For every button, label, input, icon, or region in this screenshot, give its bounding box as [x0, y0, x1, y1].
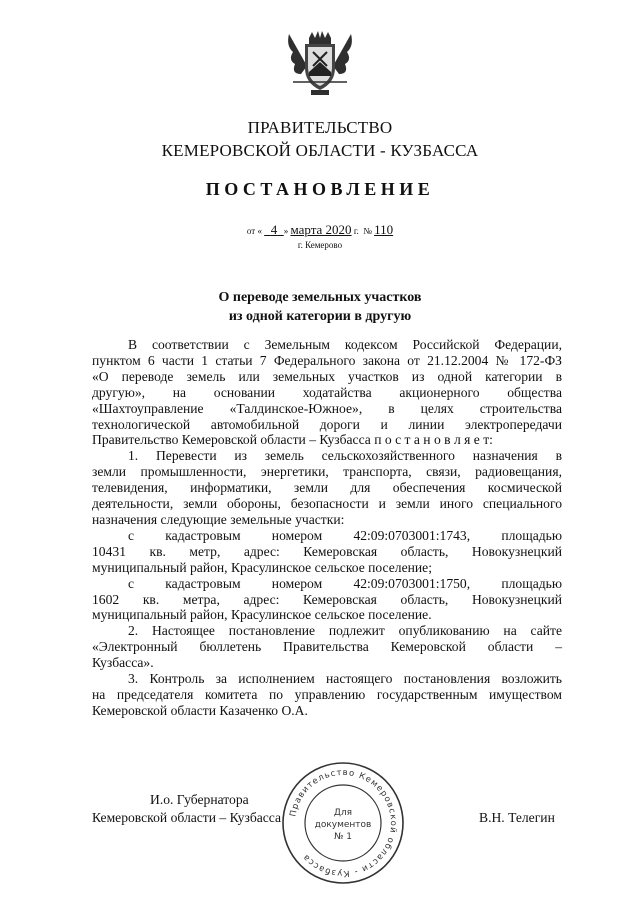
signatory-name: В.Н. Телегин [479, 810, 555, 825]
number-label: № [363, 226, 372, 236]
preamble-line-5: «Шахтоуправление «Талдинское-Южное», в целях строительства [92, 400, 562, 416]
preamble-line-1: В соответствии с Земельным кодексом Российской Федерации, [128, 337, 562, 352]
document-type-heading: ПОСТАНОВЛЕНИЕ [205, 179, 435, 199]
preamble-line-6: технологической автомобильной дороги и линии электропередачи [92, 416, 562, 432]
preamble-line-7: Правительство Кемеровской области – Кузбасса п о с т а н о в л я е т: [92, 432, 493, 448]
parcel2-line-3: муниципальный район, Красулинское сельское поселение. [92, 607, 432, 623]
preamble-line-2: пунктом 6 части 1 статьи 7 Федерального закона от 21.12.2004 № 172-ФЗ [92, 352, 562, 368]
item3-line-3: Кемеровской области Казаченко О.А. [92, 702, 308, 718]
title-line-1: О переводе земельных участков [218, 290, 422, 305]
stamp-line-1: Для [333, 808, 353, 818]
stamp-line-2: документов [314, 820, 372, 830]
signatory-position-line1: И.о. Губернатора [150, 792, 249, 807]
coat-of-arms-icon [283, 28, 357, 98]
document-title [0, 288, 640, 326]
date-day: 4 [270, 222, 278, 237]
city-label: г. Кемерово [297, 240, 343, 250]
item2-line-3: Кузбасса». [92, 655, 154, 671]
government-name-line1: ПРАВИТЕЛЬСТВО [247, 118, 393, 137]
preamble-line-4: другую», на основании ходатайства акционерного общества [92, 384, 562, 400]
stamp-line-3: № 1 [334, 832, 352, 842]
item1-line-2: земли промышленности, энергетики, транспорта, связи, радиовещания, [92, 464, 562, 480]
title-line-2: из одной категории в другую [228, 309, 412, 324]
item2-line-2: «Электронный бюллетень Правительства Кемеровской области – [92, 639, 562, 655]
date-year-suffix: г. [353, 226, 359, 236]
document-body [92, 337, 562, 719]
preamble-line-3: «О переводе земель или земельных участков из одной категории в [92, 368, 562, 384]
parcel2-line-2: 1602 кв. метра, адрес: Кемеровская область, Новокузнецкий [92, 591, 562, 607]
official-seal-stamp [280, 760, 406, 886]
signatory-position-line2: Кемеровской области – Кузбасса [92, 810, 282, 825]
item1-line-5: назначения следующие земельные участки: [92, 511, 345, 527]
stamp-ring-text: Правительство Кемеровской области - Кузбасса [288, 767, 399, 879]
parcel2-line-1: с кадастровым номером 42:09:0703001:1750, площадью [128, 575, 562, 591]
date-number-line [0, 222, 640, 238]
item1-line-1: 1. Перевести из земель сельскохозяйственного назначения в [128, 448, 562, 464]
date-sep: » [283, 226, 289, 236]
date-month-year: марта 2020 [290, 222, 352, 237]
item3-line-1: 3. Контроль за исполнением настоящего постановления возложить [128, 671, 562, 687]
date-prefix: от « [246, 226, 262, 236]
item1-line-4: деятельности, земли обороны, безопасности и земли иного специального [92, 496, 562, 512]
parcel1-line-1: с кадастровым номером 42:09:0703001:1743, площадью [128, 527, 562, 543]
parcel1-line-3: муниципальный район, Красулинское сельское поселение; [92, 559, 432, 575]
item2-line-1: 2. Настоящее постановление подлежит опубликованию на сайте [128, 623, 562, 639]
parcel1-line-2: 10431 кв. метр, адрес: Кемеровская область, Новокузнецкий [92, 543, 562, 559]
item1-line-3: телевидения, информатики, земли для обеспечения космической [92, 480, 562, 496]
item3-line-2: на председателя комитета по управлению государственным имуществом [92, 686, 562, 702]
document-number: 110 [374, 222, 394, 237]
government-name-line2: КЕМЕРОВСКОЙ ОБЛАСТИ - КУЗБАССА [161, 141, 479, 160]
